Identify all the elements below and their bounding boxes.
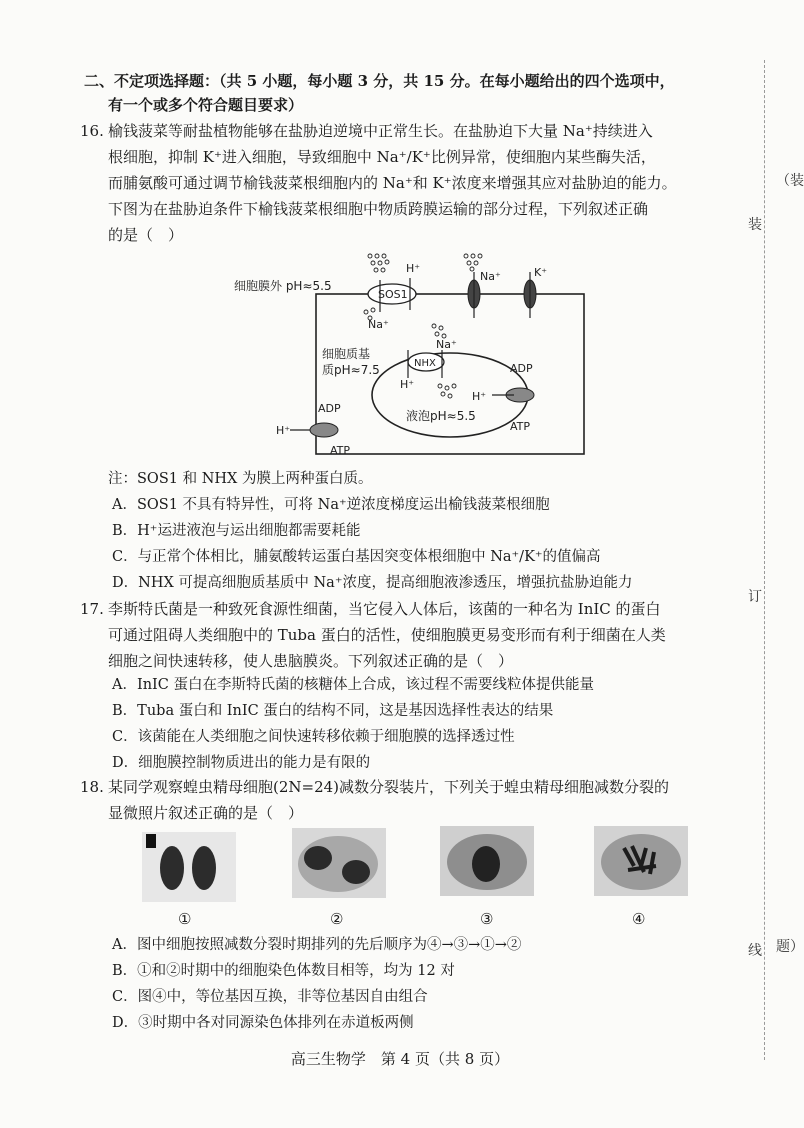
sos1-label: SOS1 [378,288,408,301]
q16-stem-3: 而脯氨酸可通过调节榆钱菠菜根细胞内的 Na⁺和 K⁺浓度来增强其应对盐胁迫的能力。 [108,174,677,192]
q17-stem-2: 可通过阻碍人类细胞中的 Tuba 蛋白的活性，使细胞膜更易变形而有利于细菌在人类 [108,626,666,644]
na-dots-outside-1 [368,254,389,272]
membrane-pump-h: H⁺ [276,424,291,437]
membrane-pump-adp: ADP [318,402,341,415]
q18-option-c: C．图④中，等位基因互换，非等位基因自由组合 [112,989,428,1005]
na-dots-vacuole [438,384,456,398]
q18-number: 18. [80,778,104,796]
q18-stem-1: 某同学观察蝗虫精母细胞(2N=24)减数分裂装片，下列关于蝗虫精母细胞减数分裂的 [108,778,670,796]
binding-char-4: 线 [748,943,762,959]
binding-dashed-line [764,60,765,1060]
na-dots-above-nhx [432,324,446,338]
micrograph-1 [142,832,236,902]
vacuole-pump-h: H⁺ [472,390,487,403]
q18-stem-2: 显微照片叙述正确的是（ ） [108,804,304,822]
micrograph-1-label: ① [178,910,192,928]
nhx-label: NHX [414,358,436,369]
na-channel-label: Na⁺ [480,270,501,283]
nhx-na-label: Na⁺ [436,338,457,351]
membrane-pump-atp: ATP [330,444,351,457]
section-title-line2: 有一个或多个符合题目要求） [108,96,304,114]
q16-cell-diagram [230,250,610,462]
nhx-h-label: H⁺ [400,378,415,391]
q17-option-c: C．该菌能在人类细胞之间快速转移依赖于细胞膜的选择透过性 [112,729,515,745]
cytoplasm-label-2: 质pH≈7.5 [322,363,380,377]
micrograph-3-label: ③ [480,910,494,928]
q17-option-b: B．Tuba 蛋白和 InIC 蛋白的结构不同，这是基因选择性表达的结果 [112,703,554,719]
q16-stem-1: 榆钱菠菜等耐盐植物能够在盐胁迫逆境中正常生长。在盐胁迫下大量 Na⁺持续进入 [108,122,653,140]
q16-stem-2: 根细胞，抑制 K⁺进入细胞，导致细胞中 Na⁺/K⁺比例异常，使细胞内某些酶失活， [108,148,656,166]
q16-option-d: D．NHX 可提高细胞质基质中 Na⁺浓度，提高细胞液渗透压，增强抗盐胁迫能力 [112,575,633,591]
q16-note: 注：SOS1 和 NHX 为膜上两种蛋白质。 [108,471,373,487]
section-title-line1: 二、不定项选择题：（共 5 小题，每小题 3 分，共 15 分。在每小题给出的四个选项中， [84,72,675,90]
k-channel-label: K⁺ [534,266,548,279]
vacuole-pump-adp: ADP [510,362,533,375]
micrograph-4 [594,826,688,896]
q17-number: 17. [80,600,104,618]
q16-stem-4: 下图为在盐胁迫条件下榆钱菠菜根细胞中物质跨膜运输的部分过程，下列叙述正确 [108,200,649,218]
vacuole-label: 液泡pH≈5.5 [406,409,476,423]
q16-option-b: B．H⁺运进液泡与运出细胞都需要耗能 [112,523,361,539]
vacuole-pump-atp: ATP [510,420,531,433]
page-footer: 高三生物学 第 4 页（共 8 页） [290,1050,510,1068]
outside-label: 细胞膜外 pH≈5.5 [234,279,332,293]
micrograph-2 [292,828,386,898]
q16-number: 16. [80,122,104,140]
binding-char-5: 题） [776,939,804,955]
binding-char-2: 装 [748,217,762,233]
q17-stem-1: 李斯特氏菌是一种致死食源性细菌，当它侵入人体后，该菌的一种名为 InIC 的蛋白 [108,600,661,618]
na-dots-outside-2 [464,254,482,271]
q18-option-d: D．③时期中各对同源染色体排列在赤道板两侧 [112,1015,414,1031]
q17-option-d: D．细胞膜控制物质进出的能力是有限的 [112,755,371,771]
micrograph-4-label: ④ [632,910,646,928]
binding-char-1: （装 [776,173,804,189]
micrograph-3 [440,826,534,896]
q16-option-a: A．SOS1 不具有特异性，可将 Na⁺逆浓度梯度运出榆钱菠菜根细胞 [112,497,550,513]
q18-option-b: B．①和②时期中的细胞染色体数目相等，均为 12 对 [112,963,455,979]
q16-option-c: C．与正常个体相比，脯氨酸转运蛋白基因突变体根细胞中 Na⁺/K⁺的值偏高 [112,549,601,565]
micrograph-2-label: ② [330,910,344,928]
q17-stem-3: 细胞之间快速转移，使人患脑膜炎。下列叙述正确的是（ ） [108,652,514,670]
q16-stem-5: 的是（ ） [108,226,184,244]
sos1-h-label: H⁺ [406,262,421,275]
q18-option-a: A．图中细胞按照减数分裂时期排列的先后顺序为④→③→①→② [112,937,522,953]
sos1-na-label: Na⁺ [368,318,389,331]
binding-char-3: 订 [748,589,762,605]
cytoplasm-label-1: 细胞质基 [322,347,371,361]
membrane-pump [310,423,338,437]
q17-option-a: A．InIC 蛋白在李斯特氏菌的核糖体上合成，该过程不需要线粒体提供能量 [112,677,594,693]
